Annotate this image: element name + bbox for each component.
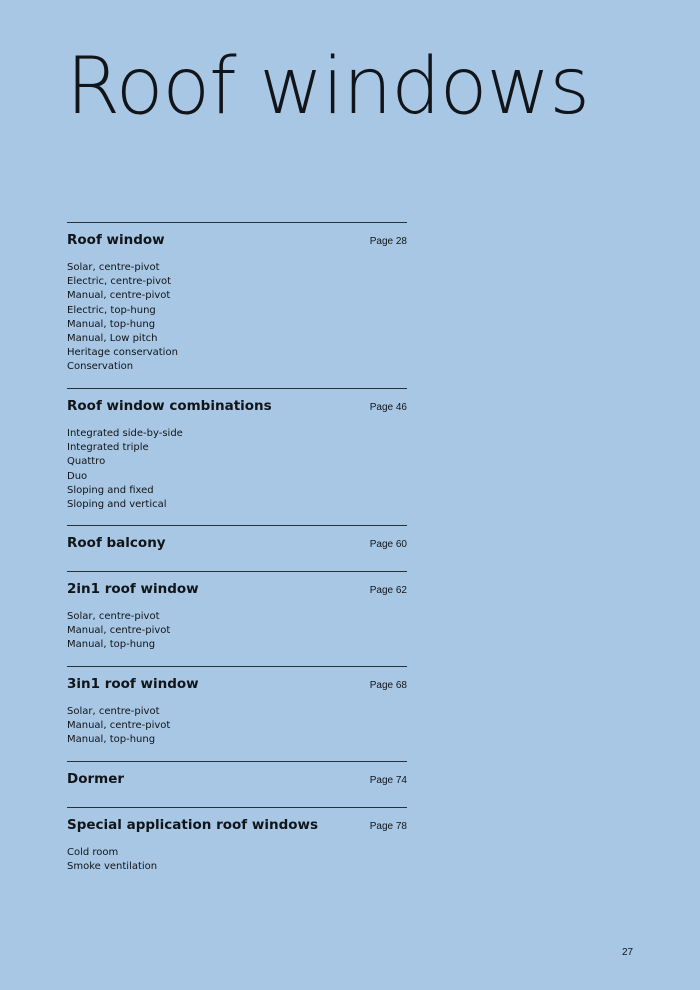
list-item: Manual, centre-pivot [67, 290, 171, 302]
list-item: Integrated triple [67, 442, 149, 454]
list-item: Sloping and vertical [67, 499, 167, 511]
table-of-contents [67, 222, 407, 874]
list-item: Manual, top-hung [67, 734, 156, 746]
toc-section-special-application [67, 807, 407, 874]
page-number: 27 [622, 947, 634, 958]
list-item: Manual, top-hung [67, 318, 156, 330]
page-reference: Page 46 [369, 402, 407, 413]
section-title: Special application roof windows [67, 817, 319, 833]
toc-section-3in1-roof-window [67, 666, 407, 761]
list-item: Solar, centre-pivot [67, 611, 160, 622]
list-item: Manual, centre-pivot [67, 720, 171, 732]
section-title: Dormer [67, 771, 125, 787]
list-item: Manual, centre-pivot [67, 625, 171, 637]
list-item: Smoke ventilation [67, 861, 158, 873]
toc-section-roof-window-combinations [67, 388, 407, 525]
toc-section-dormer [67, 761, 407, 807]
page-reference: Page 78 [369, 821, 407, 832]
list-item: Cold room [67, 847, 119, 858]
list-item: Sloping and fixed [67, 484, 154, 496]
page-reference: Page 28 [369, 236, 407, 247]
list-item: Electric, centre-pivot [67, 276, 172, 288]
page-reference: Page 62 [369, 585, 407, 596]
list-item: Duo [67, 470, 88, 482]
list-item: Quattro [67, 456, 106, 468]
list-item: Integrated side-by-side [67, 428, 183, 439]
list-item: Solar, centre-pivot [67, 706, 160, 717]
page-reference: Page 60 [369, 539, 407, 550]
page-reference: Page 68 [369, 680, 407, 691]
list-item: Conservation [67, 361, 134, 373]
list-item: Heritage conservation [67, 347, 178, 359]
toc-section-roof-window [67, 222, 407, 388]
section-title: Roof window combinations [67, 398, 272, 414]
list-item: Manual, Low pitch [67, 333, 158, 345]
page-title: Roof windows [66, 42, 589, 132]
section-title: 3in1 roof window [67, 676, 199, 692]
section-title: Roof balcony [67, 535, 166, 551]
list-item: Solar, centre-pivot [67, 262, 160, 273]
page-reference: Page 74 [369, 775, 407, 786]
list-item: Manual, top-hung [67, 639, 156, 651]
section-title: Roof window [67, 232, 165, 248]
list-item: Electric, top-hung [67, 304, 156, 316]
toc-section-roof-balcony [67, 525, 407, 571]
section-title: 2in1 roof window [67, 581, 199, 597]
toc-section-2in1-roof-window [67, 571, 407, 666]
